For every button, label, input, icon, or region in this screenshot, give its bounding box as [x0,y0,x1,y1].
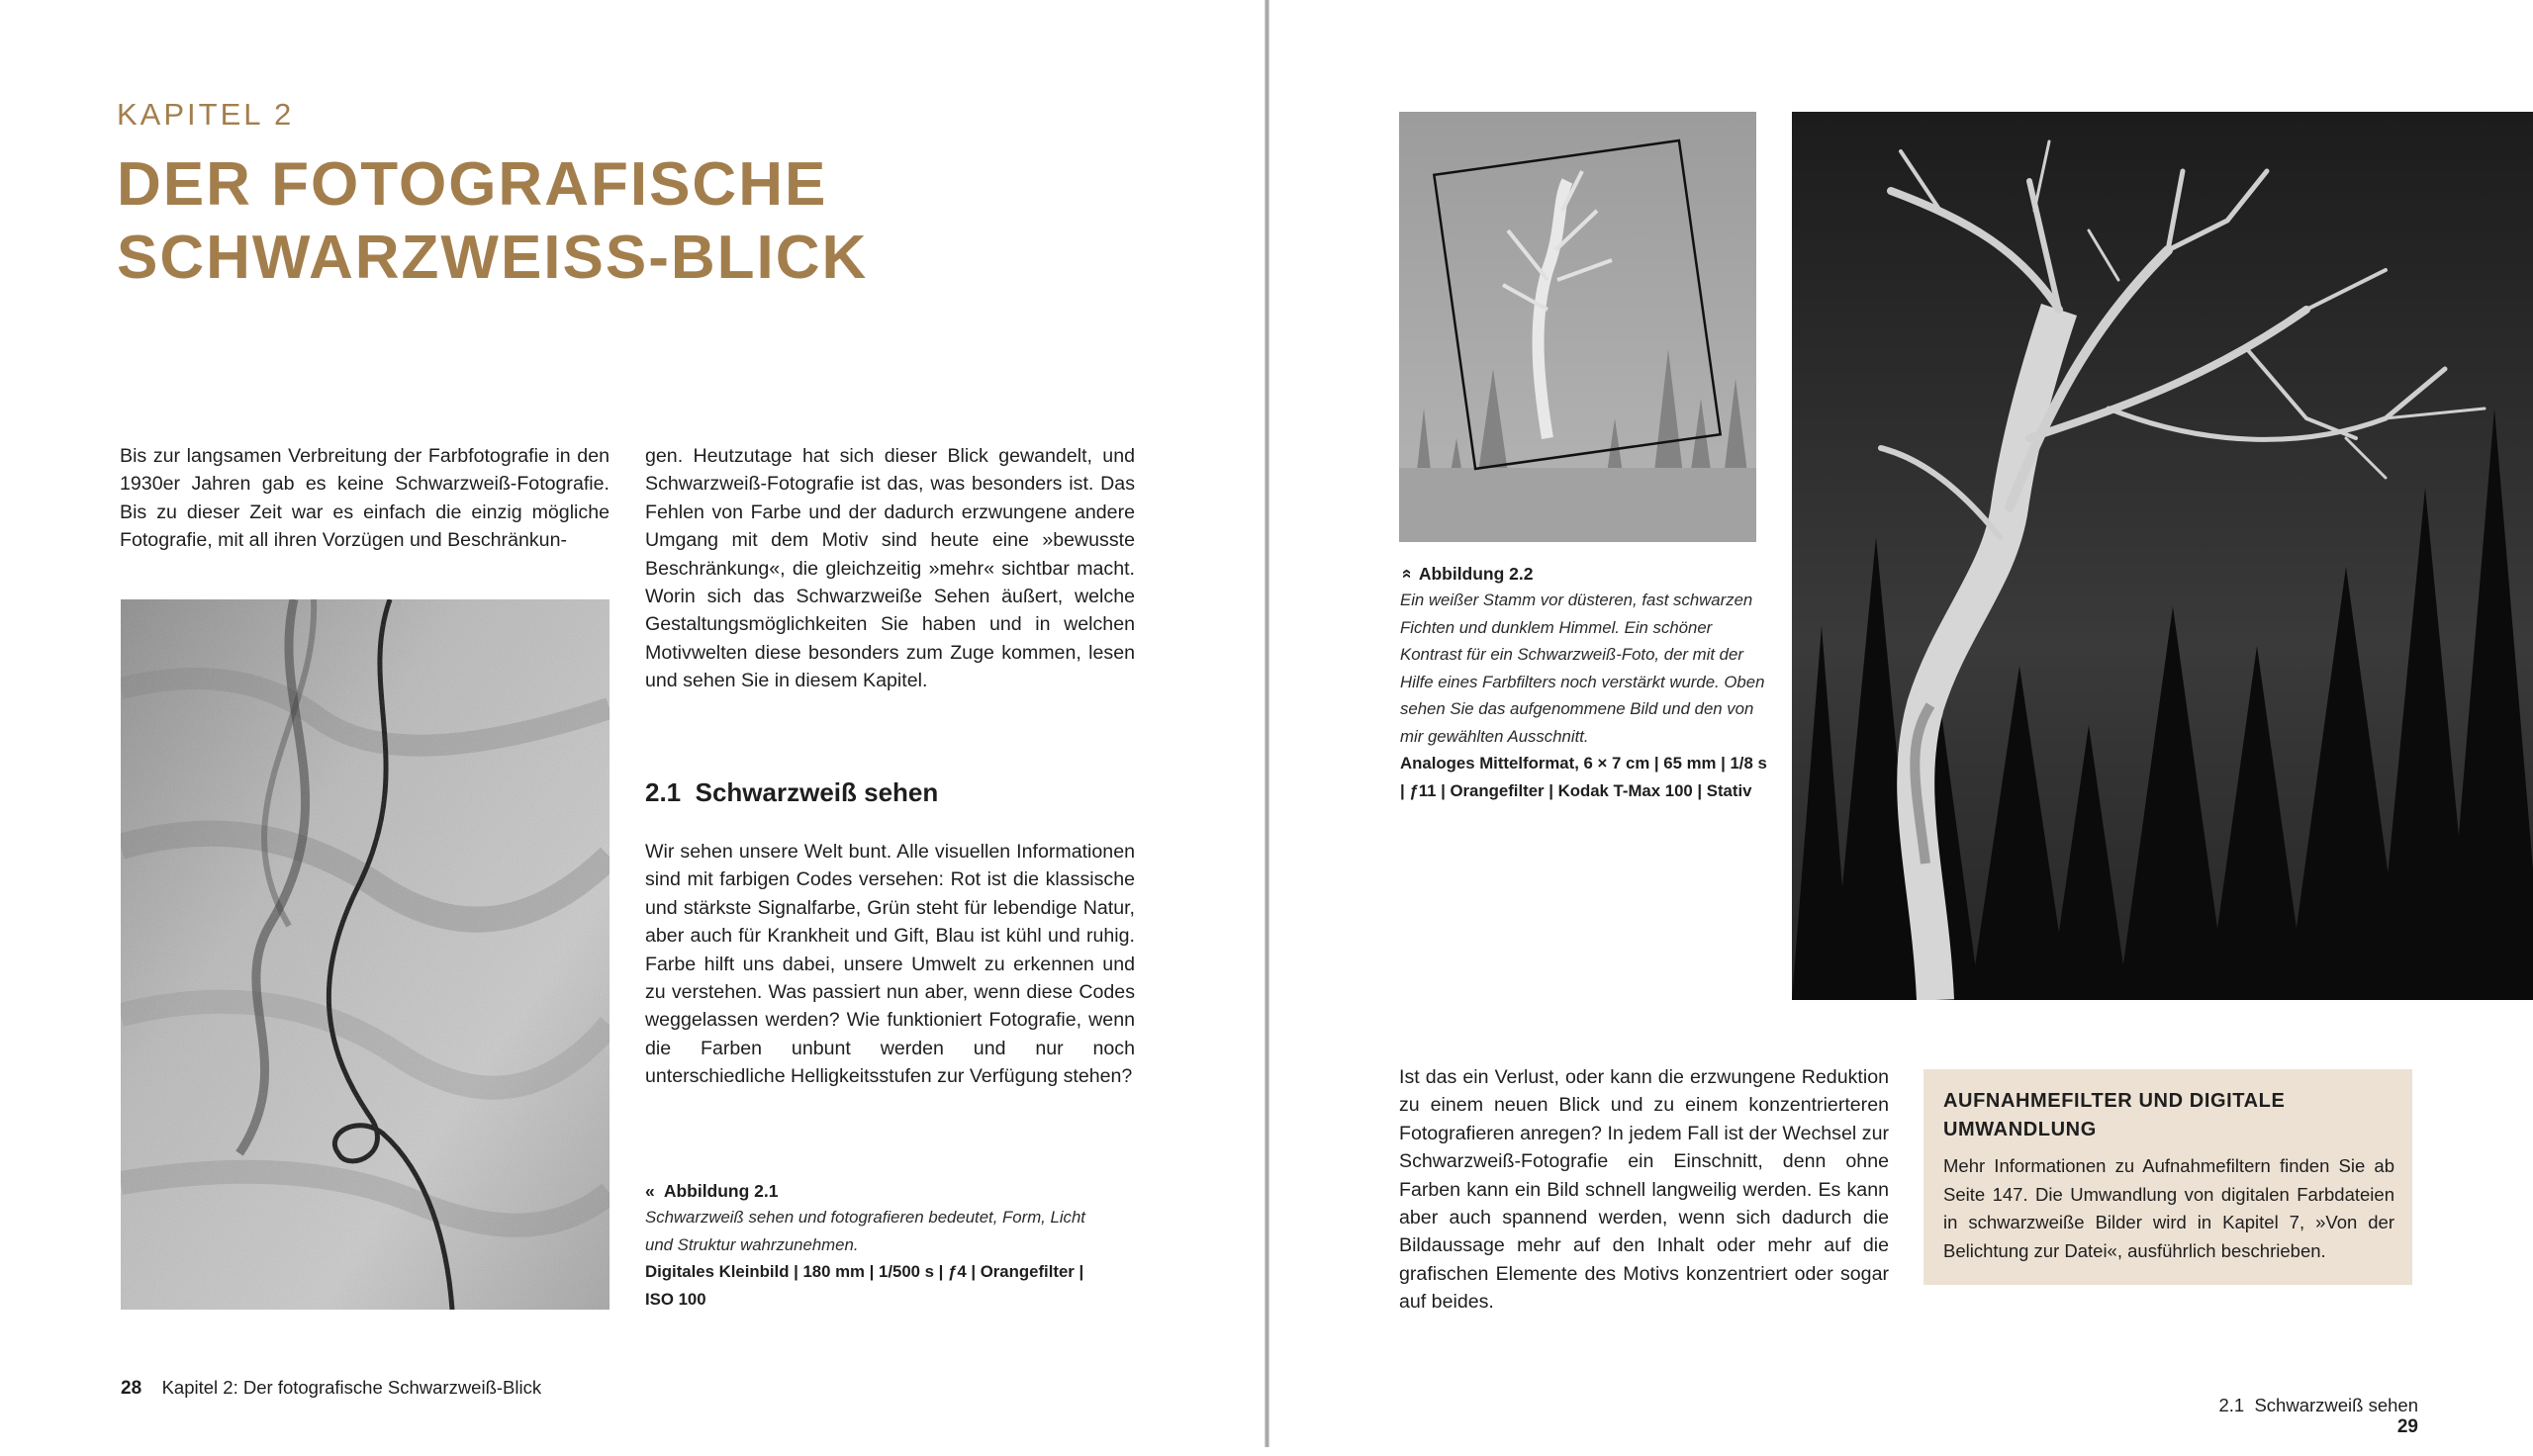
left-page [0,0,1265,1447]
infobox-text: Mehr Informationen zu Aufnahmefiltern finden Sie ab Seite 147. Die Umwandlung von digitalen Farbdateien in schwarzweiße Bilder wird in Kapitel 7, »Von der Belichtung zur Datei«, ausführlich beschrieben. [1943,1155,2394,1261]
section-heading [645,777,938,808]
figure-caption-text: Ein weißer Stamm vor düsteren, fast schwarzen Fichten und dunklem Himmel. Ein schöner Kontrast für ein Schwarzweiß-Foto, der mit der Hilfe eines Farbfilters noch verstärkt wurde. Oben sehen Sie das aufgenommene Bild und den von mir gewählten Ausschnitt. [1400,591,1765,746]
column2-paragraph: gen. Heutzutage hat sich dieser Blick gewandelt, und Schwarzweiß-Fotografie ist das, was besonders ist. Das Fehlen von Farbe und der dadurch erzwungene andere Umgang mit dem Motiv sind heute eine »bewusste Beschränkung«, die gleichzeitig »mehr« sichtbar macht. Worin sich das Schwarzweiße Sehen äußert, welche Gestaltungsmöglichkeiten Sie haben und in welchen Motivwelten diese besonders zum Zuge kommen, lesen und sehen Sie in diesem Kapitel. [645,445,1135,692]
dead-tree-photo [1792,112,2533,1000]
figure-2-1-caption [645,1178,1110,1313]
arrow-left-icon: « [645,1181,655,1201]
page-number: 28 [121,1378,142,1399]
section-paragraph: Wir sehen unsere Welt bunt. Alle visuellen Informationen sind mit farbigen Codes versehen: Rot ist die klassische und stärkste Signalfarbe, Grün steht für lebendige Natur, aber auch für Krankheit und Gift, Blau ist kühl und ruhig. Farbe hilft uns dabei, unsere Umwelt zu erkennen und zu verstehen. Was passiert nun aber, wenn diese Codes weggelassen werden? Wie funktioniert Fotografie, wenn die Farben unbunt werden und nur noch unterschiedliche Helligkeitsstufen zur Verfügung stehen? [645,841,1135,1088]
chapter-title [117,148,1205,295]
figure-title: » Abbildung 2.2 [1400,561,1771,587]
infobox [1923,1069,2412,1285]
folio [2202,1377,2418,1456]
figure-2-2-caption [1394,561,1771,804]
original-photo-with-crop [1399,112,1756,542]
running-head: Kapitel 2: Der fotografische Schwarzweiß-Blick [161,1377,542,1398]
chapter-title-line1: DER FOTOGRAFISCHE [117,150,828,219]
chapter-label: KAPITEL 2 [117,97,295,132]
figure-title: « Abbildung 2.1 [645,1181,779,1201]
figure-meta: Analoges Mittelformat, 6 × 7 cm | 65 mm | 1/8 s | ƒ11 | Orangefilter | Kodak T-Max 100 | Stativ [1400,754,1767,800]
folio [121,1377,541,1400]
infobox-title: AUFNAHMEFILTER UND DIGITALE UMWANDLUNG [1943,1090,2286,1140]
section-number: 2.1 [645,777,682,807]
page-number: 29 [2396,1416,2418,1437]
arrow-up-icon: » [1394,569,1415,579]
figure-caption-text: Schwarzweiß sehen und fotografieren bedeutet, Form, Licht und Struktur wahrzunehmen. [645,1208,1085,1254]
body-paragraph: Ist das ein Verlust, oder kann die erzwungene Reduktion zu einem neuen Blick und zu einem konzentrierteren Fotografieren anregen? In jedem Fall ist der Wechsel zur Schwarzweiß-Fotografie ein Einschnitt, denn ohne Farben kann ein Bild schnell langweilig werden. Es kann aber auch spannend werden, wenn sich dadurch die Bildaussage mehr auf den Inhalt oder mehr auf die grafischen Elemente des Motivs konzentriert oder sogar auf beides. [1399,1066,1889,1314]
right-page [1269,0,2533,1447]
figure-meta: Digitales Kleinbild | 180 mm | 1/500 s | ƒ4 | Orangefilter | ISO 100 [645,1262,1084,1309]
chapter-title-line2: SCHWARZWEISS-BLICK [117,224,869,292]
section-title: Schwarzweiß sehen [695,777,939,807]
running-head: 2.1 Schwarzweiß sehen [2218,1395,2418,1415]
intro-paragraph: Bis zur langsamen Verbreitung der Farbfotografie in den 1930er Jahren gab es keine Schwarzweiß-Fotografie. Bis zu dieser Zeit war es einfach die einzig mögliche Fotografie, mit all ihren Vorzügen und Beschränkun- [120,445,610,552]
sand-photo [121,599,610,1310]
